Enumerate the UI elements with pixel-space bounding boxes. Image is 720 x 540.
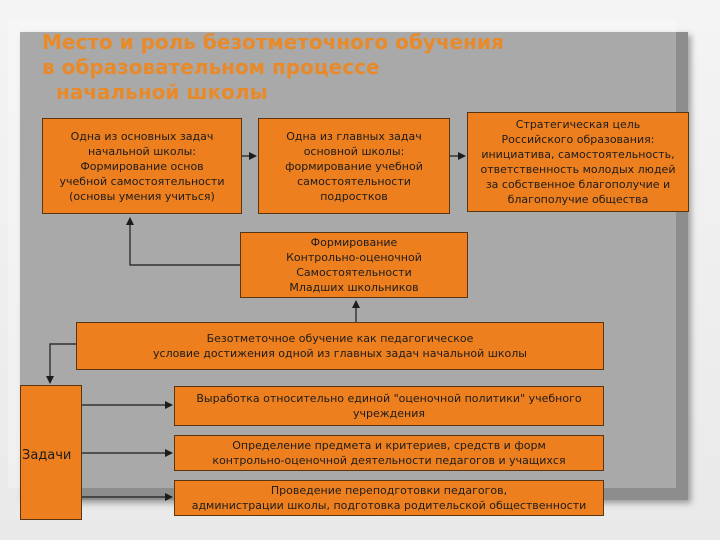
primary-school-task-text: Одна из основных задач начальной школы: Формирование основ учебной самостоятельности (основы умения учиться): [59, 129, 225, 203]
title-line-3: начальной школы: [56, 80, 268, 104]
arrow-ungraded-to-tasks: [50, 344, 76, 383]
tasks-label: Задачи: [22, 448, 72, 463]
main-school-task-text: Одна из главных задач основной школы: формирование учебной самостоятельности подростков: [285, 129, 423, 203]
task-criteria-text: Определение предмета и критериев, средств и форм контрольно-оценочной деятельности педагогов и учащихся: [212, 439, 566, 467]
task-policy-text: Выработка относительно единой "оценочной политики" учебного учреждения: [196, 392, 582, 420]
ungraded-learning-text: Безотметочное обучение как педагогическое условие достижения одной из главных задач начальной школы: [153, 332, 527, 360]
task-training-text: Проведение переподготовки педагогов, администрации школы, подготовка родительской общественности: [191, 484, 587, 512]
arrow-control-to-primary: [130, 218, 240, 265]
control-formation-text: Формирование Контрольно-оценочной Самостоятельности Младших школьников: [286, 236, 422, 294]
title-line-1: Место и роль безотметочного обучения: [42, 30, 504, 54]
strategic-goal-text: Стратегическая цель Российского образования: инициатива, самостоятельность, ответственность молодых людей за собственное благополучие и благополучие общества: [480, 118, 676, 206]
title-line-2: в образовательном процессе: [42, 55, 380, 79]
